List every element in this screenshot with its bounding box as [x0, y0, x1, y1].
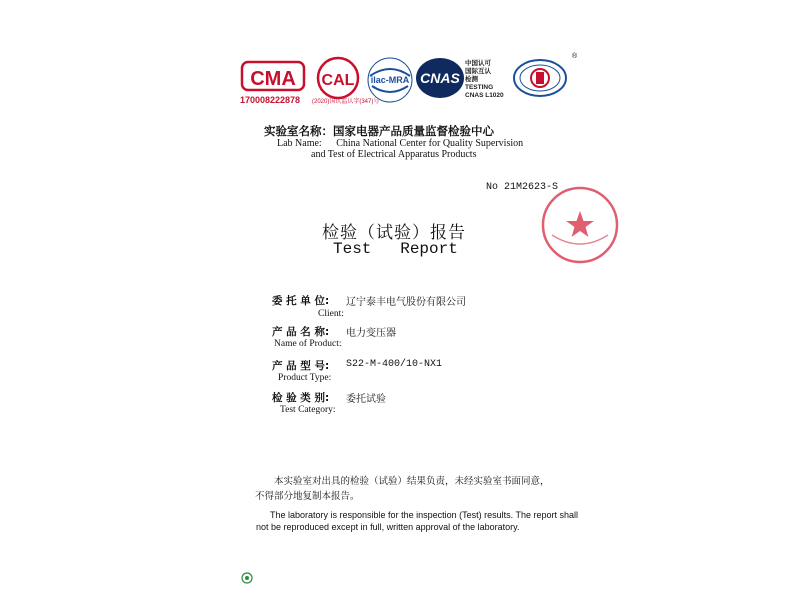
- lab-name-en-line1: [277, 138, 523, 149]
- cma-logo: [242, 62, 304, 90]
- lab-name-cn: 实验室名称：国家电器产品质量监督检验中心: [264, 124, 494, 138]
- cnas-caption: [465, 60, 504, 100]
- statement-cn-line1: 本实验室对出具的检验（试验）结果负责，未经实验室书面同意，: [274, 476, 550, 487]
- product-name-value: 电力变压器: [346, 328, 396, 339]
- cnas-caption-line2: 国际互认: [465, 68, 491, 75]
- test-category-value: 委托试验: [346, 394, 386, 405]
- cal-logo: [318, 58, 358, 98]
- client-label-en: Client:: [318, 309, 344, 319]
- client-label-cn: 委 托 单 位:: [272, 295, 330, 307]
- cnas-caption-line1: 中国认可: [465, 60, 491, 67]
- product-name-label-en: Name of Product:: [274, 339, 342, 349]
- lab-name-en-line2: and Test of Electrical Apparatus Products: [311, 149, 477, 160]
- cal-number: (2020)国认监认字(347)号: [312, 99, 380, 105]
- report-title-cn: 检验（试验）报告: [322, 223, 466, 243]
- product-type-label-en: Product Type:: [278, 373, 332, 383]
- lab-name-en-label: Lab Name:: [277, 138, 322, 149]
- cnas-caption-line4: TESTING: [465, 84, 494, 91]
- recycle-mark-icon: [241, 572, 253, 584]
- report-number: No 21M2623-S: [486, 182, 559, 193]
- statement-en-line2: not be reproduced except in full, written approval of the laboratory.: [256, 522, 520, 532]
- cal-logo-text: CAL: [321, 72, 355, 89]
- statement-en-line1: The laboratory is responsible for the inspection (Test) results. The report shall: [270, 510, 578, 520]
- cnas-caption-line5: CNAS L1020: [465, 92, 504, 99]
- china-inspection-logo: [514, 60, 566, 96]
- ilac-mra-text: ilac-MRA: [370, 75, 410, 85]
- client-value: 辽宁泰丰电气股份有限公司: [346, 297, 466, 308]
- product-name-label-cn: 产 品 名 称:: [272, 326, 330, 338]
- cma-logo-text: CMA: [250, 68, 296, 90]
- lab-name-en-value: China National Center for Quality Supervision: [336, 138, 524, 149]
- registered-mark: ®: [572, 53, 578, 60]
- report-title-en: Test Report: [333, 240, 458, 258]
- statement-cn-line2: 不得部分地复制本报告。: [255, 491, 360, 502]
- test-category-label-en: Test Category:: [280, 405, 336, 415]
- cnas-logo-text: CNAS: [420, 70, 460, 86]
- cnas-logo: [416, 58, 464, 98]
- product-type-label-cn: 产 品 型 号:: [272, 360, 330, 372]
- official-seal: [540, 185, 620, 265]
- product-type-value: S22-M-400/10-NX1: [346, 359, 443, 370]
- cnas-caption-line3: 检测: [465, 76, 478, 83]
- cma-number: 170008222878: [240, 95, 301, 105]
- test-category-label-cn: 检 验 类 别:: [272, 392, 330, 404]
